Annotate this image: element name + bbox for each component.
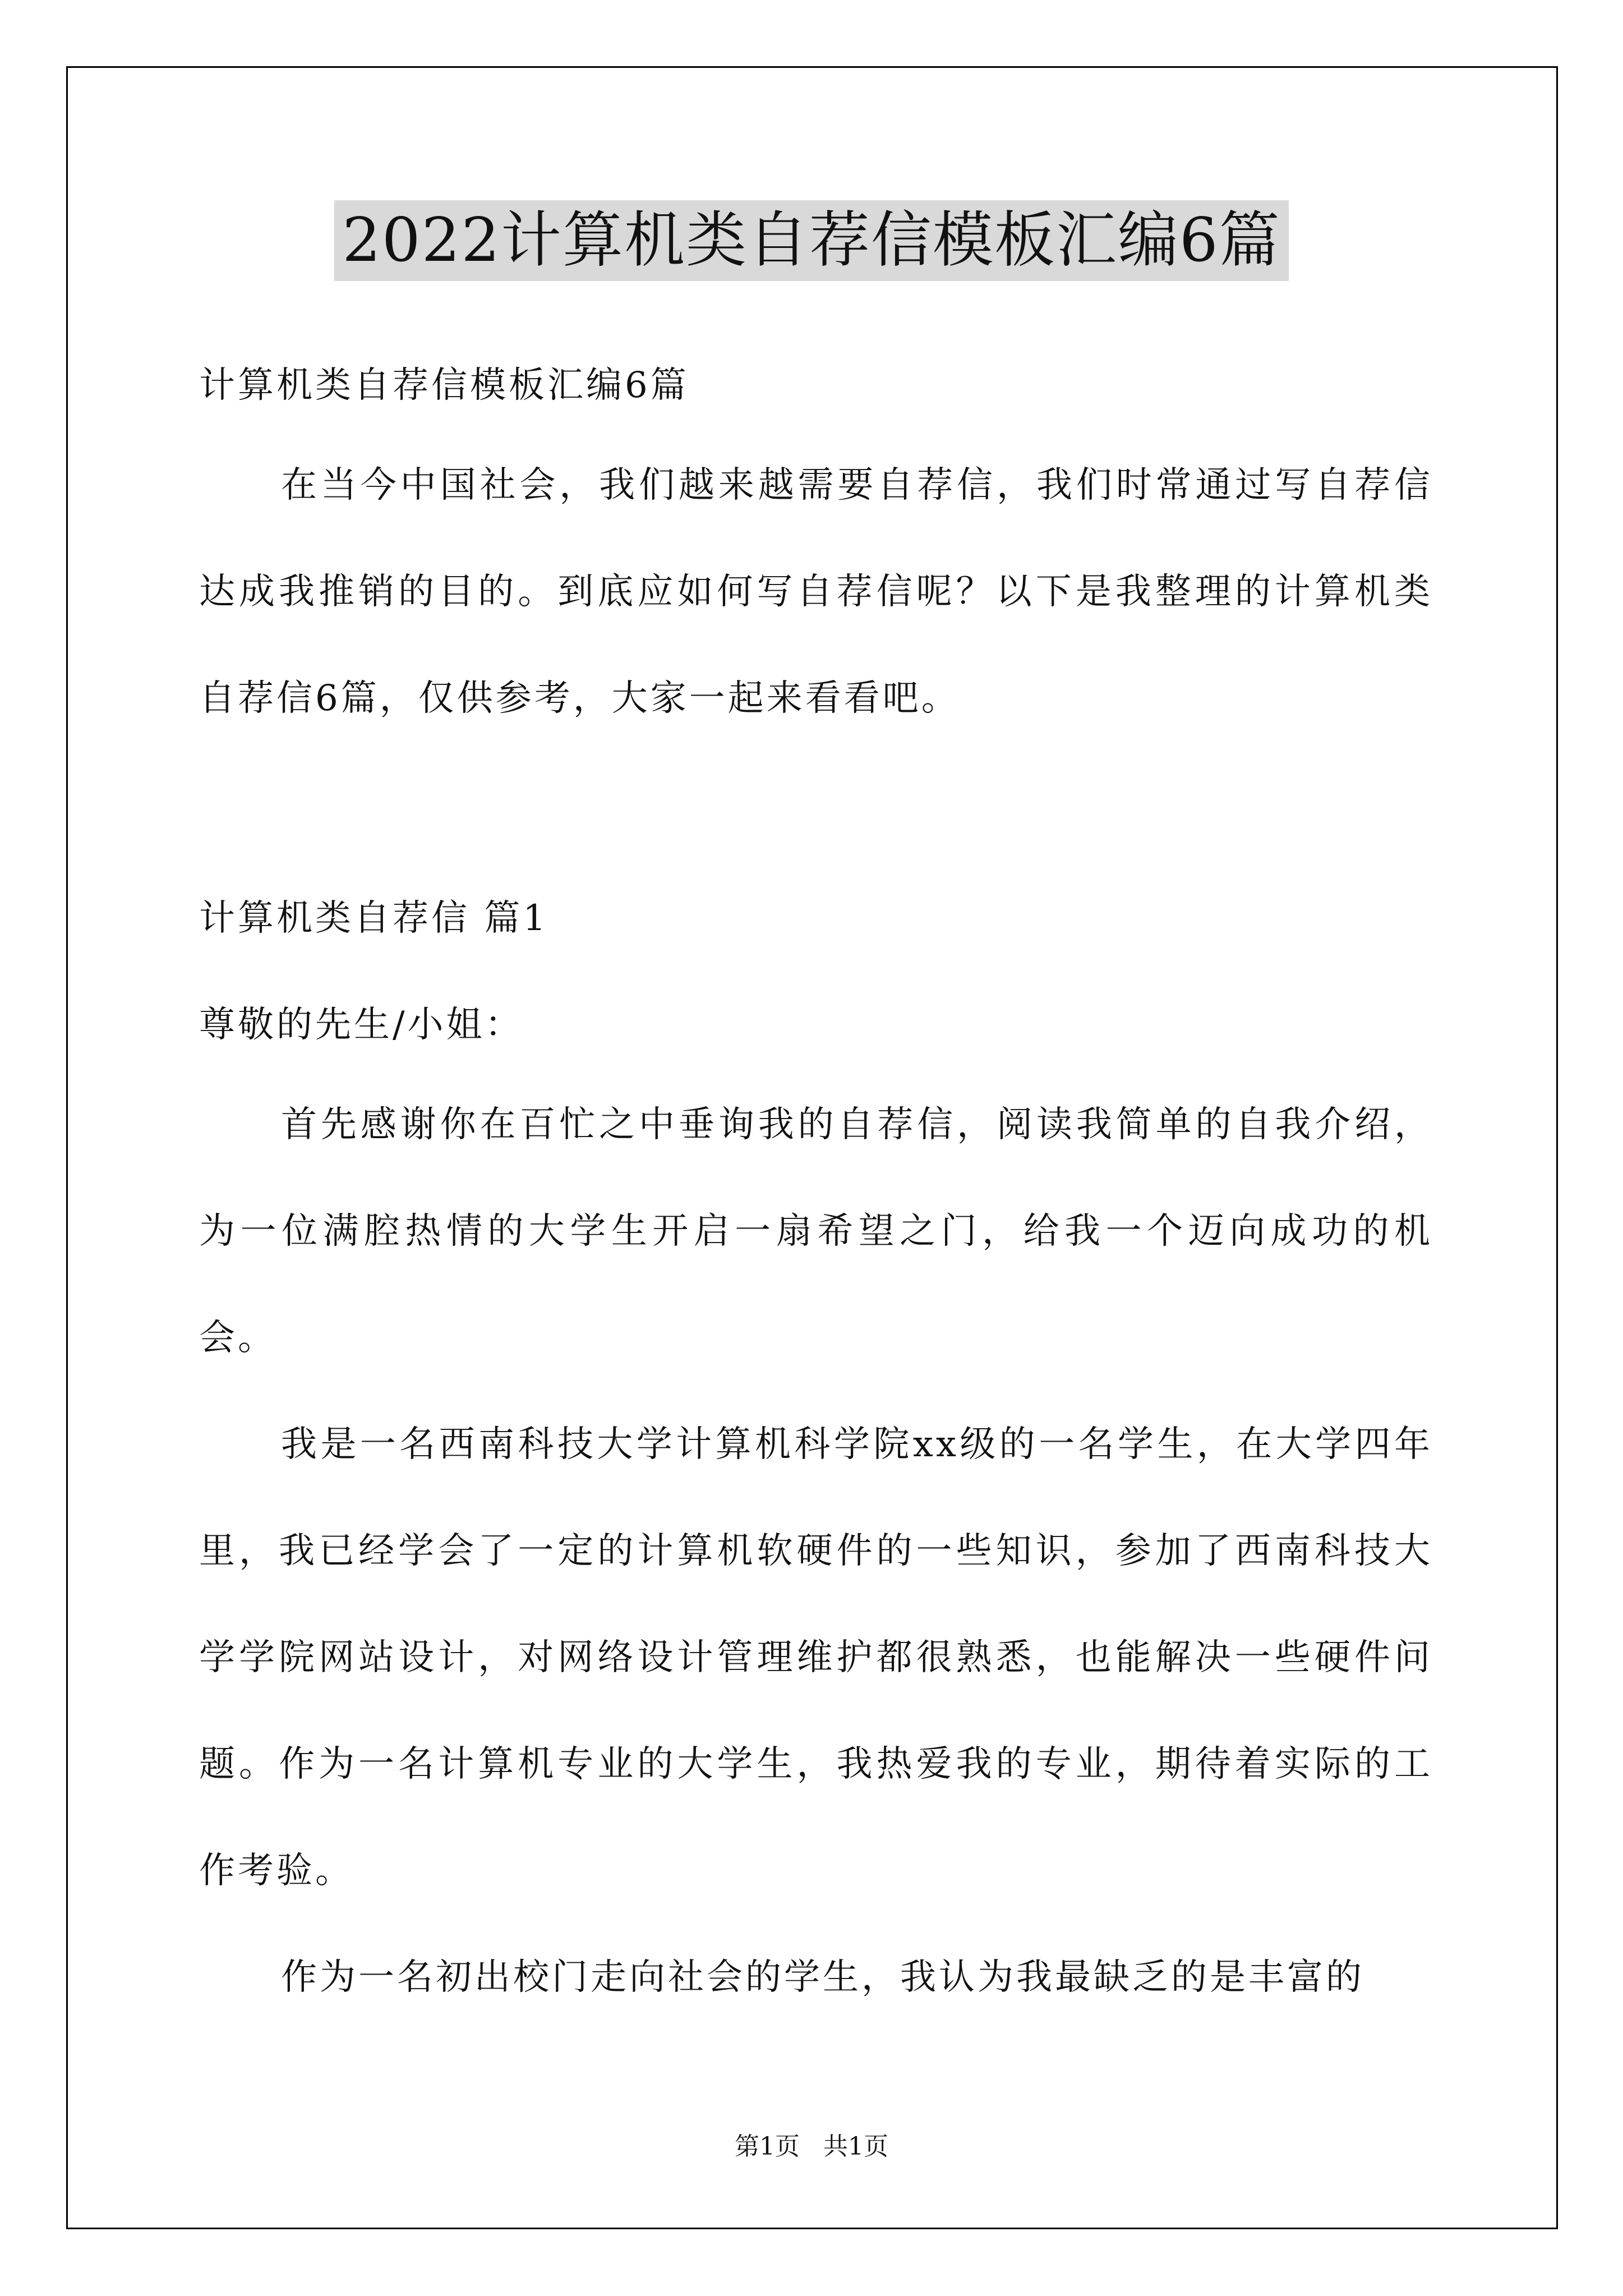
- section-heading: 计算机类自荐信 篇1: [199, 898, 549, 939]
- document-title: 2022计算机类自荐信模板汇编6篇: [334, 200, 1289, 281]
- body-paragraph-1: 首先感谢你在百忙之中垂询我的自荐信，阅读我简单的自我介绍，为一位满腔热情的大学生开启一扇希望之门，给我一个迈向成功的机会。: [199, 1104, 1433, 1359]
- salutation: 尊敬的先生/小姐：: [199, 1004, 524, 1046]
- document-subtitle: 计算机类自荐信模板汇编6篇: [199, 365, 689, 406]
- page-footer: 第1页 共1页: [735, 2132, 888, 2161]
- title-container: [0, 200, 1623, 281]
- body-paragraph-3: 作为一名初出校门走向社会的学生，我认为我最缺乏的是丰富的: [281, 1957, 1364, 1998]
- intro-paragraph: 在当今中国社会，我们越来越需要自荐信，我们时常通过写自荐信达成我推销的目的。到底应如何写自荐信呢？以下是我整理的计算机类自荐信6篇，仅供参考，大家一起来看看吧。: [199, 464, 1433, 719]
- body-paragraph-2: 我是一名西南科技大学计算机科学院xx级的一名学生，在大学四年里，我已经学会了一定的计算机软硬件的一些知识，参加了西南科技大学学院网站设计，对网络设计管理维护都很熟悉，也能解决一些硬件问题。作为一名计算机专业的大学生，我热爱我的专业，期待着实际的工作考验。: [199, 1424, 1433, 1892]
